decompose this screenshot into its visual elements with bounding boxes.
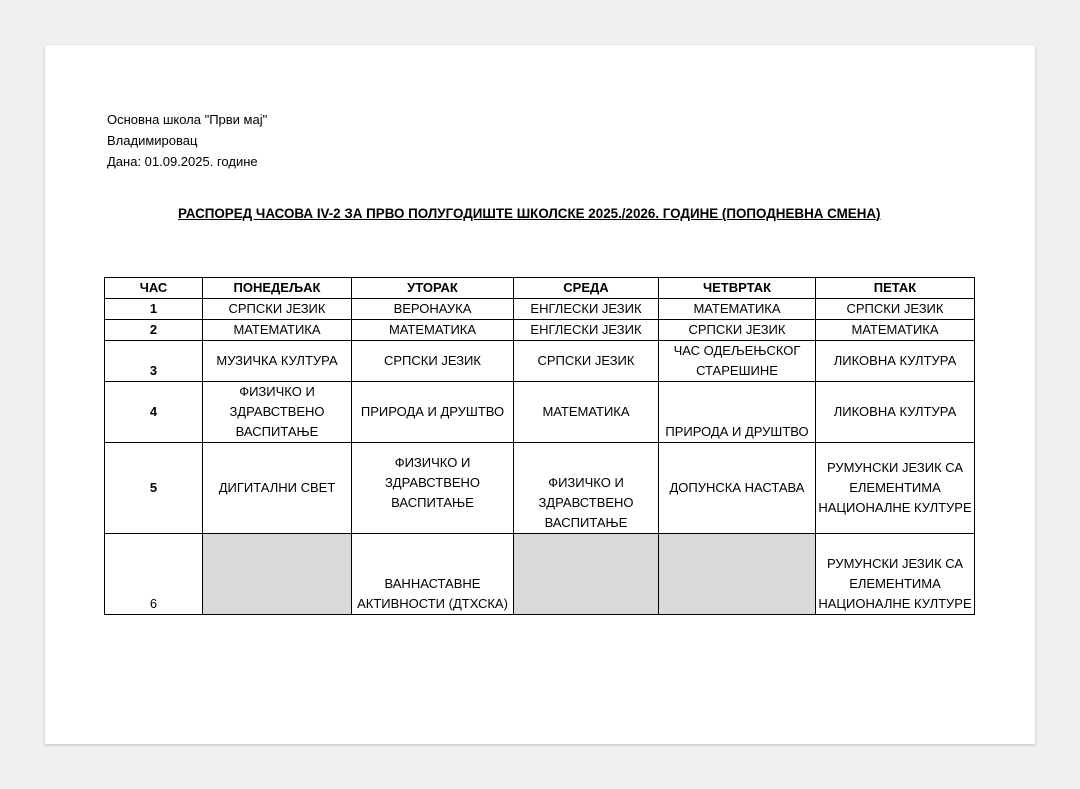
column-header-wednesday: СРЕДА: [514, 278, 659, 299]
lesson-cell: ЛИКОВНА КУЛТУРА: [816, 341, 975, 382]
lesson-cell: ЛИКОВНА КУЛТУРА: [816, 382, 975, 443]
table-row: [105, 534, 975, 615]
lesson-cell: СРПСКИ ЈЕЗИК: [203, 299, 352, 320]
lesson-cell: ВЕРОНАУКА: [352, 299, 514, 320]
empty-cell: [659, 534, 816, 615]
lesson-cell: ЕНГЛЕСКИ ЈЕЗИК: [514, 299, 659, 320]
hour-number: 4: [105, 382, 203, 443]
hour-number: 5: [105, 443, 203, 534]
lesson-cell: ПРИРОДА И ДРУШТВО: [352, 382, 514, 443]
lesson-cell: СРПСКИ ЈЕЗИК: [514, 341, 659, 382]
lesson-cell: СРПСКИ ЈЕЗИК: [659, 320, 816, 341]
lesson-cell: ЧАС ОДЕЉЕЊСКОГ СТАРЕШИНЕ: [659, 341, 816, 382]
hour-number: 3: [105, 341, 203, 382]
table-row: [105, 299, 975, 320]
lesson-cell: МАТЕМАТИКА: [816, 320, 975, 341]
school-name: Основна школа "Први мај": [107, 112, 268, 127]
column-header-thursday: ЧЕТВРТАК: [659, 278, 816, 299]
lesson-cell: ДОПУНСКА НАСТАВА: [659, 443, 816, 534]
hour-number: 2: [105, 320, 203, 341]
column-header-monday: ПОНЕДЕЉАК: [203, 278, 352, 299]
table-row: [105, 382, 975, 443]
document-title: РАСПОРЕД ЧАСОВА IV-2 ЗА ПРВО ПОЛУГОДИШТЕ ШКОЛСКЕ 2025./2026. ГОДИНЕ (ПОПОДНЕВНА СМЕНА): [178, 206, 881, 221]
lesson-cell: СРПСКИ ЈЕЗИК: [816, 299, 975, 320]
schedule-table: [104, 277, 975, 615]
column-header-hour: ЧАС: [105, 278, 203, 299]
column-header-tuesday: УТОРАК: [352, 278, 514, 299]
lesson-cell: ПРИРОДА И ДРУШТВО: [659, 382, 816, 443]
lesson-cell: РУМУНСКИ ЈЕЗИК СА ЕЛЕМЕНТИМА НАЦИОНАЛНЕ КУЛТУРЕ: [816, 443, 975, 534]
empty-cell: [203, 534, 352, 615]
lesson-cell: ФИЗИЧКО И ЗДРАВСТВЕНО ВАСПИТАЊЕ: [203, 382, 352, 443]
document-date: Дана: 01.09.2025. године: [107, 154, 258, 169]
lesson-cell: МУЗИЧКА КУЛТУРА: [203, 341, 352, 382]
lesson-cell: СРПСКИ ЈЕЗИК: [352, 341, 514, 382]
lesson-cell: МАТЕМАТИКА: [659, 299, 816, 320]
document-page: [45, 45, 1035, 744]
school-header: [107, 109, 267, 172]
lesson-cell: МАТЕМАТИКА: [352, 320, 514, 341]
lesson-cell: ФИЗИЧКО И ЗДРАВСТВЕНО ВАСПИТАЊЕ: [514, 443, 659, 534]
lesson-cell: ЕНГЛЕСКИ ЈЕЗИК: [514, 320, 659, 341]
table-header-row: [105, 278, 975, 299]
viewer-top-bar: [0, 0, 1080, 22]
hour-number: 6: [105, 534, 203, 615]
hour-number: 1: [105, 299, 203, 320]
lesson-cell: РУМУНСКИ ЈЕЗИК СА ЕЛЕМЕНТИМА НАЦИОНАЛНЕ КУЛТУРЕ: [816, 534, 975, 615]
column-header-friday: ПЕТАК: [816, 278, 975, 299]
lesson-cell: ДИГИТАЛНИ СВЕТ: [203, 443, 352, 534]
lesson-cell: МАТЕМАТИКА: [203, 320, 352, 341]
lesson-cell: ВАННАСТАВНЕ АКТИВНОСТИ (ДТХСКА): [352, 534, 514, 615]
lesson-cell: МАТЕМАТИКА: [514, 382, 659, 443]
lesson-cell: ФИЗИЧКО И ЗДРАВСТВЕНО ВАСПИТАЊЕ: [352, 443, 514, 534]
empty-cell: [514, 534, 659, 615]
school-city: Владимировац: [107, 133, 198, 148]
table-row: [105, 320, 975, 341]
table-row: [105, 341, 975, 382]
table-row: [105, 443, 975, 534]
